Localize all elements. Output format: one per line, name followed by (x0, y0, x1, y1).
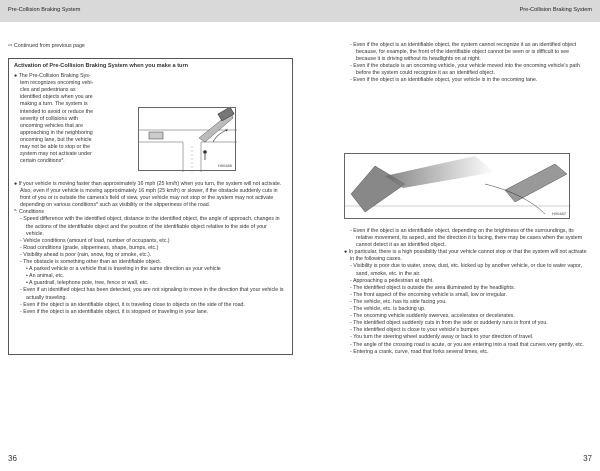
condition-item: - The obstacle is something other than an identifiable object. (20, 259, 162, 266)
case-item: - Entering a crank, curve, road that forks several times, etc. (350, 348, 489, 355)
figure-code-2: H00487 (551, 211, 566, 216)
condition-item: - Even if the object is an identifiable object, it is traveling close to objects on the side of the road. (20, 301, 245, 308)
bullet-particular-cases: ● In particular, there is a high possibility that your vehicle cannot stop or that the system will not activate in the following cases. (344, 249, 587, 263)
page-number-right: 37 (583, 454, 592, 463)
bullet1-line: cles and pedestrians as (20, 87, 76, 94)
bullet1-line: certain conditions*. (20, 158, 65, 165)
case-item: - You turn the steering wheel suddenly away or back to your direction of travel. (350, 334, 534, 341)
case-item: - Approaching a pedestrian at night. (350, 277, 434, 284)
bullet1-line: approaching in the neighboring (20, 129, 93, 136)
case-item: - The vehicle, etc. has its side facing you. (350, 298, 447, 305)
header-left-title: Pre-Collision Braking System (8, 7, 81, 13)
condition-item: • A guardrail, telephone pole, tree, fence or wall, etc. (26, 280, 149, 287)
condition-item: - Road conditions (grade, slipperiness, shape, bumps, etc.) (20, 244, 159, 251)
page-number-left: 36 (8, 454, 17, 463)
bullet1-line: ● The Pre-Collision Braking Sys- (14, 73, 91, 80)
item-brightness: - Even if the object is an identifiable object, depending on the brightness of the surroundings, its relative movement, its aspect, and the direction it is facing, there may be cases when the system cannot detect it as an identified object. (350, 228, 583, 249)
bullet1-line: tem recognizes oncoming vehi- (20, 80, 94, 87)
bullet1-line: system may not activate under (20, 151, 92, 158)
turning-car-icon (351, 166, 405, 212)
conditions-title: *: Conditions (14, 209, 45, 216)
condition-item: • An animal, etc. (26, 273, 65, 280)
section-title: Activation of Pre-Collision Braking System when you make a turn (14, 63, 189, 69)
condition-item: • A parked vehicle or a vehicle that is traveling in the same direction as your vehicle (26, 266, 221, 273)
condition-item: - Even if the object is an identifiable object, it is stopped or traveling in your lane. (20, 308, 209, 315)
conditions-list (14, 216, 286, 315)
right-lower (344, 228, 588, 356)
condition-item: - Even if the object is an identifiable object, the system cannot recognize it as an identified object because, for example, the front of the identifiable object cannot be seen or is difficult to see because it is driving without its headlights on at night. (350, 42, 577, 63)
case-item: - The identified object suddenly cuts in from the side or suddenly runs in front of you. (350, 320, 548, 327)
case-item: - The oncoming vehicle suddenly swerves, accelerates or decelerates. (350, 313, 515, 320)
figure-code: H00486 (217, 163, 232, 168)
pedestrian-icon (203, 150, 207, 154)
left-lower (14, 181, 286, 316)
condition-item: - Even if the object is an identifiable object, your vehicle is in the oncoming lane. (350, 77, 538, 84)
bullet1-line: identified objects when you are (20, 94, 93, 101)
continued-note: ⇨ Continued from previous page (8, 43, 85, 49)
condition-item: - Vehicle conditions (amount of load, number of occupants, etc.) (20, 237, 170, 244)
bullet1-line: making a turn. The system is (20, 101, 88, 108)
oncoming-car-icon (505, 164, 567, 202)
bullet-turn-recognition (14, 73, 142, 165)
bullet1-line: severity of collisions with (20, 115, 78, 122)
right-top-list (344, 42, 588, 85)
case-item: - The identified object is outside the area illuminated by the headlights. (350, 284, 516, 291)
case-item: - The identified object is close to your vehicle's bumper. (350, 327, 480, 334)
bullet1-line: intended to avoid or reduce the (20, 108, 94, 115)
condition-item: - Visibility ahead is poor (rain, snow, fog or smoke, etc.). (20, 251, 152, 258)
bullet-speed-limit: ● If your vehicle is moving faster than approximately 16 mph (25 km/h) when you turn, the system will not activate. Also, even if your vehicle is moving approximately 16 mph (25 km/h) or slower, if the obstacle suddenly cuts in front of you or is outside the camera's field of view, your vehicle may not stop or the system may not activate depending on various conditions* such as visibility or the slipperiness of the road. (14, 181, 282, 209)
bullet1-line: may not be able to stop or the (20, 144, 91, 151)
case-item: - The vehicle, etc. is backing up. (350, 306, 426, 313)
turn-illustration (138, 107, 236, 171)
right-top (344, 42, 588, 85)
page-header (0, 0, 600, 22)
bullet1-line: oncoming vehicles that are (20, 122, 84, 129)
bullet1-line: oncoming lane, but the vehicle (20, 136, 92, 143)
case-item: - The front aspect of the oncoming vehicle is small, low or irregular. (350, 291, 507, 298)
headlight-diagram (345, 154, 571, 220)
condition-item: - Even if the obstacle is an oncoming vehicle, your vehicle moved into the oncoming vehicle's path before the system could recognize it as an identified object. (350, 63, 580, 77)
header-right-title: Pre-Collision Braking System (519, 7, 592, 13)
night-illustration (344, 153, 570, 219)
case-item: - Visibility is poor due to water, snow, dust, etc. kicked up by another vehicle, or due to water vapor, sand, smoke, etc. in the air. (350, 263, 582, 277)
oncoming-vehicle-icon (149, 132, 163, 139)
case-item: - The angle of the crossing road is acute, or you are entering into a road that curves very gently, etc. (350, 341, 584, 348)
condition-item: - Speed difference with the identified object, distance to the identified object, the angle of approach, changes in the actions of the identifiable object and the position of the identifiable object relative to the side of your vehicle. (20, 216, 280, 237)
cases-list (344, 263, 588, 355)
condition-item: - Even if an identified object has been detected, you are not signaling to move in the direction that your vehicle is actually traveling. (20, 287, 284, 301)
